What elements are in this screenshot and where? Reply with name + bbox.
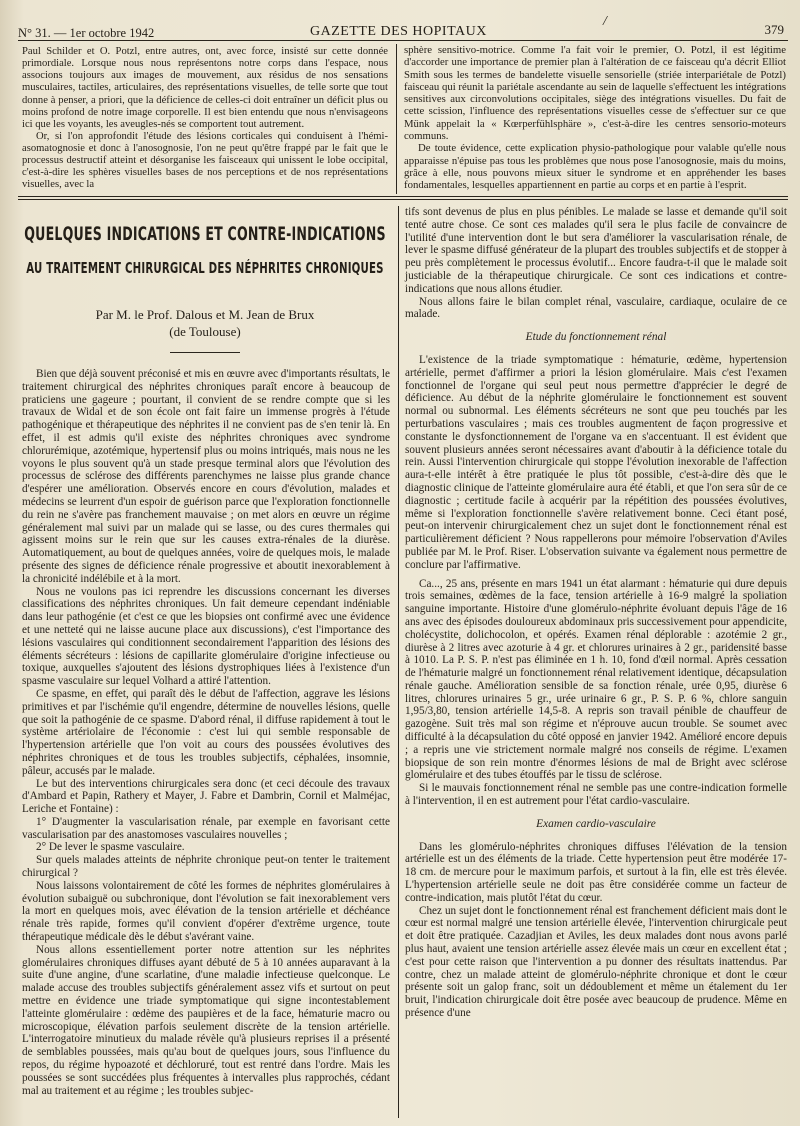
- journal-title: GAZETTE DES HOPITAUX: [310, 24, 487, 39]
- paragraph: De toute évidence, cette explication physio-pathologique pour valable qu'elle nous apparaisse n'épuise pas tous les problèmes que nous pose l'anosognosie, mais du moins, grâce à elle, nous pouvons mieux situer le syndrome et en appréhender les bases fondamentales, lesquelles appartiennent en partie au corps et en partie à l'esprit.: [404, 142, 786, 192]
- paragraph: Sur quels malades atteints de néphrite chronique peut-on tenter le traitement chirurgical ?: [22, 854, 390, 880]
- paragraph: Nous laissons volontairement de côté les formes de néphrites glomérulaires à évolution subaiguë ou subchronique, dont l'évolution se fait inexorablement vers la mort en quelques mois, avec élévation de la tension artérielle et déchéance rénale très rapide, formes qu'il convient d'opérer d'extrême urgence, toute thérapeutique médicale dès le début s'avérant vaine.: [22, 879, 390, 944]
- continued-article-left-column: [22, 46, 388, 192]
- article-byline: [22, 306, 388, 340]
- page-number: 379: [764, 22, 784, 37]
- paragraph: Nous allons essentiellement porter notre attention sur les néphrites glomérulaires chroniques diffuses ayant débuté de 5 à 10 années auparavant à la suite d'une angine, d'une scarlatine, d'une maladie infectieuse quelconque. Le malade accuse des troubles subjectifs généralement assez vifs et surtout on peut mettre en évidence une triade symptomatique qui signe incontestablement l'atteinte glomérulaire : œdème des paupières et de la face, hématurie macro ou microscopique, élévation parfois seulement discrète de la tension artérielle. L'interrogatoire minutieux du malade révèle qu'à plusieurs reprises il a présenté de semblables poussées, mais qu'au bout de quelques jours, sous l'influence du repos, du régime hypoazoté et déchloruré, tout est rentré dans l'ordre. Mais les poussées se sont succédées plus fréquentes à intervalles plus rapprochés, cédant mal au traitement et au régime ; les troubles subjec-: [22, 943, 390, 1097]
- section-subheading: Etude du fonctionnement rénal: [525, 331, 667, 344]
- paragraph: Dans les glomérulo-néphrites chroniques diffuses l'élévation de la tension artérielle est un des éléments de la triade. Cette hypertension peut être modérée 17-18 cm. de mercure pour le maximum parfois, et surtout à la fin, elle est très élevée. L'hypertension artérielle seule ne doit pas être considérée comme un facteur de contre-indication, mais plutôt l'état du cœur.: [405, 840, 787, 904]
- paragraph: Bien que déjà souvent préconisé et mis en œuvre avec d'importants résultats, le traitement chirurgical des néphrites chroniques paraît encore à beaucoup de praticiens une gageure ; pourtant, il convient de se rendre compte que si les travaux de Widal et de son école ont fait faire un immense progrès à l'étude pathogénique et thérapeutique des néphrites il ne convient pas de s'en tenir là. En effet, il est admis qu'il existe des néphrites chroniques avec syndrome chlorurémique, azotémique, hypertensif plus ou moins intriqués, mais nous ne les voyons le plus souvent qu'à un stade presque terminal alors que l'évolution des processus de sclérose des différents parenchymes ne laisse plus grande chance d'espérer une amélioration. Observés encore en cours d'évolution, malades et médecins se leurrent d'un espoir de guérison parce que l'exploration fonctionnelle du rein ne s'avère pas franchement mauvaise ; on met alors en œuvre un régime généralement mal suivi par un malade qui se lasse, ou des cures thermales qui agissent moins sur le rein que sur les causes extra-rénales de la diurèse. Automatiquement, au bout de quelques années, voire de quelques mois, le malade présente des signes de déficience rénale progressive et aboutit inexorablement à la chronicité indélébile et à la mort.: [22, 368, 391, 585]
- header-rule: [18, 40, 788, 41]
- title-underline-rule: [170, 352, 240, 353]
- paragraph: Si le mauvais fonctionnement rénal ne semble pas une contre-indication formelle à l'intervention, il en est autrement pour l'état cardio-vasculaire.: [405, 782, 787, 808]
- paragraph: 2° De lever le spasme vasculaire.: [36, 841, 185, 854]
- page-header: [18, 14, 788, 40]
- section-separator-rule: [18, 196, 788, 200]
- paragraph: tifs sont devenus de plus en plus pénibles. Le malade se lasse et demande qu'il soit tenté autre chose. Ce sont ces malades qu'il sera le plus facile de convaincre de l'utilité d'une intervention dont le but sera d'améliorer la vascularisation rénale, de lever le spasme diffusé générateur de la plupart des troubles subjectifs et de stopper à peu près complètement le processus évolutif... Encore faudra-t-il que le malade soit justiciable de la thérapeutique chirurgicale. Ce sont ces indications et contre-indications que nous allons étudier.: [405, 206, 787, 295]
- paragraph: Nous allons faire le bilan complet rénal, vasculaire, cardiaque, oculaire de ce malade.: [405, 295, 787, 321]
- paragraph: Paul Schilder et O. Potzl, entre autres, ont, avec force, insisté sur cette donnée primordiale. Lorsque nous nous représentons notre corps dans l'espace, nous associons toujours aux images de mouvement, aux résidus de nos sensations musculaires, tactiles, articulaires, des représentations visuelles, de telle sorte que tout donne à penser, a priori, que la déficience de celles-ci doit entraîner un déficit plus ou moins profond de notre image corporelle. Il est bien entendu que nous n'envisageons ici que les voyants, les aveugles-nés se comportent tout autrement.: [22, 46, 388, 130]
- paragraph: 1° D'augmenter la vascularisation rénale, par exemple en favorisant cette vascularisation par des anastomoses vasculaires nouvelles ;: [22, 815, 390, 841]
- column-divider: [398, 206, 399, 1118]
- author-affiliation: (de Toulouse): [169, 324, 241, 339]
- column-divider: [396, 44, 397, 194]
- author-line: Par M. le Prof. Dalous et M. Jean de Brux: [95, 307, 315, 322]
- handwritten-mark: /: [603, 14, 607, 29]
- paragraph: Nous ne voulons pas ici reprendre les discussions concernant les diverses classifications des néphrites chroniques. Un fait demeure cependant indéniable dans leur pathogénie (et c'est ce que les biopsies ont confirmé avec une évidence et une netteté qui ne laisse aucune place aux discussions), c'est l'importance des lésions vasculaires qui conditionnent secondairement l'apparition des lésions des éléments sécréteurs : lésions de capillarite glomérulaire d'origine infectieuse ou toxique, auxquelles s'ajoutent des lésions dystrophiques liées à l'existence d'un spasme vasculaire sur lequel Volhard a attiré l'attention.: [22, 585, 390, 688]
- issue-number: N° 31. — 1er octobre 1942: [18, 26, 155, 40]
- paragraph: Le but des interventions chirurgicales sera donc (et ceci découle des travaux d'Ambard et Papin, Rathery et Mayer, J. Fabre et Dambrin, Cornil et Malméjac, Leriche et Fontaine) :: [22, 777, 390, 816]
- article-title-line-2: AU TRAITEMENT CHIRURGICAL DES NÉPHRITES CHRONIQUES: [26, 261, 384, 278]
- paragraph: Or, si l'on approfondit l'étude des lésions corticales qui conduisent à l'hémi-asomatognosie et donc à l'anosognosie, l'on ne peut qu'être frappé par le fait que le processus destructif atteint et désorganise les faisceaux qui unissent le lobe occipital, c'est-à-dire les sphères visuelles bases de nos perceptions et de nos représentations visuelles, avec la: [22, 130, 388, 191]
- paragraph: sphère sensitivo-motrice. Comme l'a fait voir le premier, O. Potzl, il est légitime d'accorder une importance de premier plan à l'altération de ce faisceau qu'a décrit Elliot Smith sous les termes de bandelette visuelle sensorielle (striée interpariétale de Potzl) faisceau qui réunit la pariétale ascendante au sein de laquelle s'effectuent les intégrations sensitives aux circonvolutions occipitales, siège des intégrations visuelles. Du fait de cette scission, l'influence des représentations visuelles cesse de s'effectuer sur ce que Münk appelait la « Kœrperfühlsphäre », c'est-à-dire les centres sensorio-moteurs communs.: [404, 44, 786, 143]
- section-subheading: Examen cardio-vasculaire: [536, 817, 656, 830]
- article-title-line-1: QUELQUES INDICATIONS ET CONTRE-INDICATIONS: [24, 222, 386, 245]
- continued-article-right-column: [404, 44, 786, 192]
- case-report-paragraph: Ca..., 25 ans, présente en mars 1941 un état alarmant : hématurie qui dure depuis trois semaines, œdèmes de la face, tension artérielle à 16-9 malgré la spoliation sanguine importante. Histoire d'une glomérulo-néphrite évoluant depuis l'âge de 16 ans avec des épisodes douloureux abdominaux pris successivement pour appendicite, cholécystite, dolichocolon, et opérés. Examen rénal déplorable : azotémie 2 gr., diurèse à 2 litres avec azoturie à 4 gr. et chlorures urinaires à 2 gr., paridensité basse à 1010. La P. S. P. n'est pas éliminée en 1 h. 10, fond d'œil normal. Après cessation de l'hématurie malgré un fonctionnement rénal relativement identique, décapsulation rénale gauche. Amélioration sensible de sa fonction rénale, urée 0,95, diurèse 6 litres, chlorures urinaires 5 gr., urée urinaire 6 gr., P. S. P. 6 %, chlore sanguin 1,95/3,80, tension artérielle 14,5-8. A repris son travail pénible de chauffeur de gazogène. Suit très mal son régime et n'éprouve aucun trouble. Se soumet avec difficulté à la décapsulation du côté opposé en janvier 1942. Amélioré encore depuis ; a repris une vie strictement normale malgré nos conseils de régime. L'examen biopsique de son rein montre d'énormes lésions de mal de Bright avec sclérose glomérulaire et des tubes étouffés par le tissu de sclérose.: [405, 577, 787, 782]
- paragraph: Chez un sujet dont le fonctionnement rénal est franchement déficient mais dont le cœur est normal malgré une tension artérielle élevée, l'intervention chirurgicale peut et doit être pratiquée. Cazadjian et Aviles, les deux malades dont nous avons parlé plus haut, avaient une tension artérielle assez élevée mais un cœur en excellent état ; c'est pour cette raison que l'intervention a pu donner des résultats inattendus. Par contre, chez un malade atteint de glomérulo-néphrite chronique et dont le cœur présente soit un galop franc, soit un dédoublement et même un étalement du 1er bruit, l'indication chirurgicale doit être posée avec beaucoup de prudence. Même en présence d'une: [405, 904, 787, 1020]
- article-left-column: [22, 368, 390, 1097]
- paragraph: L'existence de la triade symptomatique : hématurie, œdème, hypertension artérielle, permet d'affirmer a priori la lésion glomérulaire. Mais c'est l'examen fonctionnel de l'organe qui seul peut nous permettre d'apprécier le degré de déficience. Au début de la néphrite glomérulaire le fonctionnement est souvent normal ou subnormal. Les éléments sécréteurs ne sont que peu touchés par les perturbations vasculaires ; mais ces troubles augmentent de façon progressive et constante le dysfonctionnement de l'organe va en s'accentuant. Il est évident que souvent plusieurs années seront nécessaires avant d'aboutir à la déficience totale du rein. Aussi l'intervention chirurgicale qui stoppe l'évolution inexorable de l'affection aura-t-elle intérêt à être pratiquée le plus tôt possible, c'est-à-dire dès que le diagnostic clinique de l'atteinte glomérulaire aura été établi, et que l'on sera sûr de ce diagnostic ; certitude facile à acquérir par la répétition des poussées évolutives, même si l'exploration fonctionnelle s'avère relativement bonne. Ceci étant posé, peut-on intervenir chirurgicalement chez un sujet dont le fonctionnement rénal est particulièrement déficient ? Nous rappellerons pour mémoire l'observation d'Aviles publiée par M. le Prof. Riser. L'observation suivante va également nous permettre de conclure par l'affirmative.: [405, 353, 787, 571]
- paragraph: Ce spasme, en effet, qui paraît dès le début de l'affection, aggrave les lésions primitives et par l'ischémie qu'il engendre, détermine de nouvelles lésions, quelle que soit la pathogénie de ce spasme. D'abord rénal, il diffuse rapidement à tout le système artériolaire de l'économie : c'est lui qui semble responsable de l'hypertension artérielle que l'on voit au cours des poussées évolutives des néphrites chroniques et de tous les troubles subjectifs, céphalées, insomnie, pâleur, accusés par le malade.: [22, 687, 390, 777]
- article-right-column: [405, 206, 787, 1020]
- article-title-block: [22, 210, 388, 353]
